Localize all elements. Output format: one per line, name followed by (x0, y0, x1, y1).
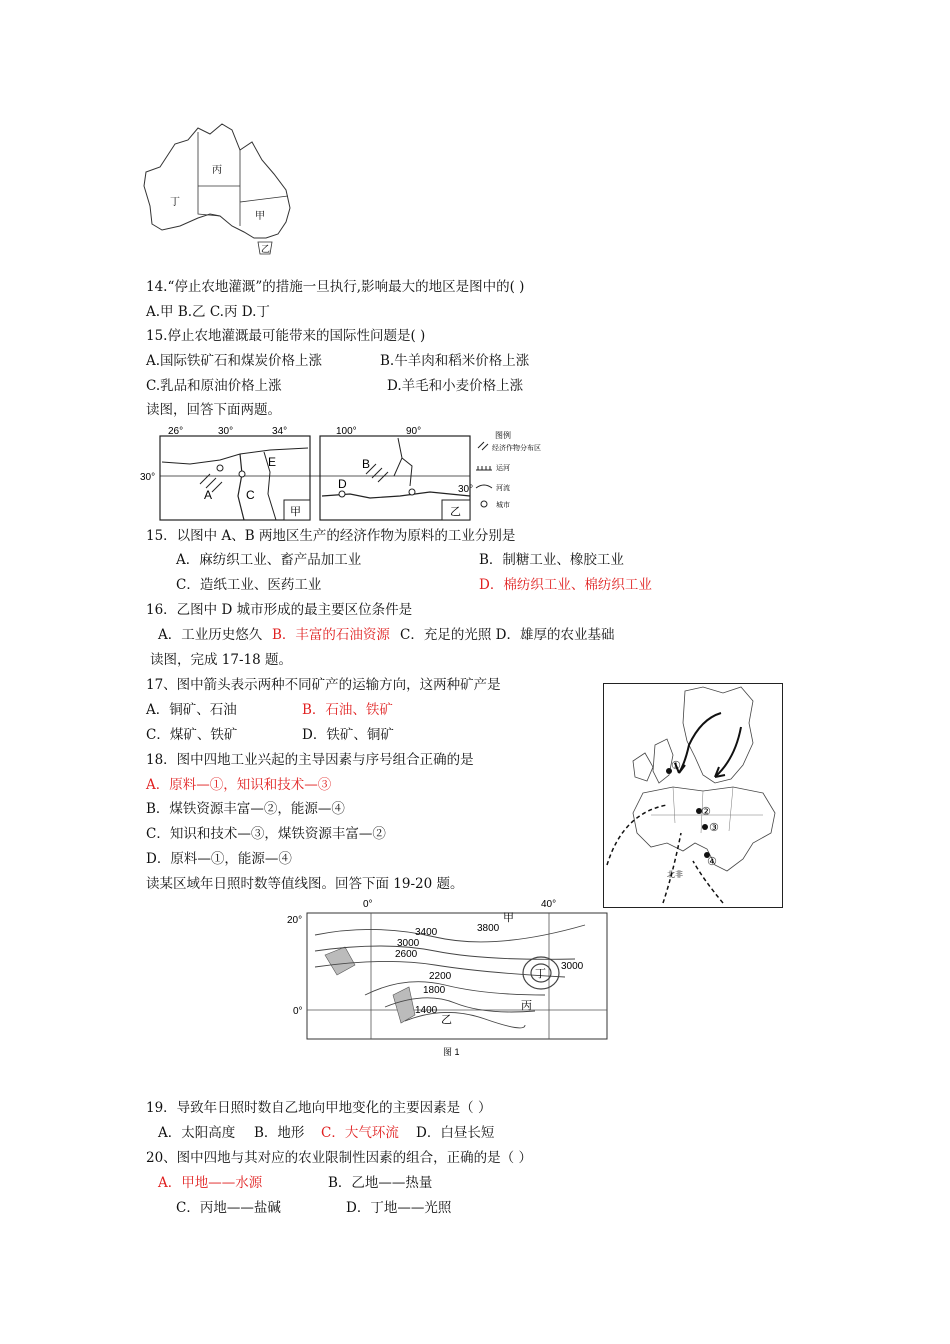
q18-opt-a: A．原料—①，知识和技术—③ (146, 777, 332, 793)
q17-opt-d: D．铁矿、铜矿 (302, 727, 394, 743)
sun-val-3800: 3800 (477, 923, 500, 934)
crop-maps-figure (140, 424, 560, 524)
q18-opt-d: D．原料—①，能源—④ (146, 851, 292, 867)
q19-stem: 19．导致年日照时数自乙地向甲地变化的主要因素是（ ） (146, 1100, 492, 1116)
yi-panel-label: 乙 (450, 506, 461, 518)
au-label-yi: 乙 (261, 244, 271, 254)
sun-label-yi: 乙 (441, 1014, 452, 1026)
q15a-opt-c: C.乳品和原油价格上涨 (146, 378, 282, 394)
intro-read-map: 读图，回答下面两题。 (146, 402, 281, 418)
q19-opt-a: A．太阳高度 (158, 1125, 236, 1141)
europe-mark-2: ② (701, 806, 711, 818)
q15a-opt-d: D.羊毛和小麦价格上涨 (387, 378, 524, 394)
legend-river: 河流 (496, 485, 510, 492)
q15a-opt-a: A.国际铁矿石和煤炭价格上涨 (146, 353, 323, 369)
jia-lon-26: 26° (168, 426, 184, 437)
yi-lat-30: 30° (458, 484, 474, 495)
sunshine-isoline-map (285, 895, 615, 1060)
q18-opt-b: B．煤铁资源丰富—②，能源—④ (146, 801, 345, 817)
au-label-bing: 丙 (212, 165, 222, 176)
sun-val-3000: 3000 (397, 938, 420, 949)
q16-opt-cd: C．充足的光照 D．雄厚的农业基础 (400, 627, 615, 643)
q15b-opt-b: B．制糖工业、橡胶工业 (479, 552, 624, 568)
q14-stem: 14.“停止农地灌溉”的措施一旦执行,影响最大的地区是图中的( ) (146, 279, 525, 295)
europe-north-africa: 北非 (667, 870, 683, 879)
q19-opt-b: B．地形 (254, 1125, 305, 1141)
sun-val-3000-east: 3000 (561, 961, 584, 972)
q15b-stem: 15．以图中 A、B 两地区生产的经济作物为原料的工业分别是 (146, 528, 516, 544)
legend-canal: 运河 (496, 465, 510, 472)
q20-opt-b: B．乙地——热量 (328, 1175, 433, 1191)
intro-17-18: 读图，完成 17-18 题。 (150, 652, 293, 668)
sun-lat-0: 0° (293, 1006, 303, 1017)
q17-opt-a: A．铜矿、石油 (146, 702, 237, 718)
europe-map (603, 683, 783, 908)
q19-opt-c: C．大气环流 (321, 1125, 399, 1141)
sun-lon-40: 40° (541, 899, 557, 910)
q20-opt-d: D．丁地——光照 (346, 1200, 452, 1216)
sun-val-2200: 2200 (429, 971, 452, 982)
q15a-stem: 15.停止农地灌溉最可能带来的国际性问题是( ) (146, 328, 426, 344)
legend-title: 图例 (495, 431, 511, 440)
q14-options: A.甲 B.乙 C.丙 D.丁 (146, 304, 270, 320)
q15a-opt-b: B.牛羊肉和稻米价格上涨 (380, 353, 530, 369)
sun-val-2600: 2600 (395, 949, 418, 960)
q17-opt-c: C．煤矿、铁矿 (146, 727, 238, 743)
q20-stem: 20、图中四地与其对应的农业限制性因素的组合，正确的是（ ） (146, 1150, 532, 1166)
q20-opt-c: C．丙地——盐碱 (176, 1200, 281, 1216)
jia-label-c: C (246, 488, 255, 502)
sun-label-jia: 甲 (503, 912, 514, 924)
europe-mark-1: ① (671, 760, 681, 772)
legend-city: 城市 (496, 502, 510, 509)
jia-panel-label: 甲 (290, 506, 301, 518)
sun-val-1400: 1400 (415, 1005, 438, 1016)
q18-stem: 18．图中四地工业兴起的主导因素与序号组合正确的是 (146, 752, 474, 768)
sun-lon-0: 0° (363, 899, 373, 910)
sun-label-ding: 丁 (535, 968, 546, 980)
europe-mark-4: ④ (707, 856, 717, 868)
au-label-ding: 丁 (170, 197, 180, 208)
sun-caption: 图 1 (443, 1047, 460, 1057)
sun-lat-20: 20° (287, 915, 303, 926)
jia-lon-30: 30° (218, 426, 234, 437)
sun-label-bing: 丙 (521, 1000, 532, 1012)
q15b-opt-c: C．造纸工业、医药工业 (176, 577, 322, 593)
q15b-opt-d: D．棉纺织工业、棉纺织工业 (479, 577, 652, 593)
au-label-jia: 甲 (255, 211, 265, 222)
q15b-opt-a: A．麻纺织工业、畜产品加工业 (176, 552, 362, 568)
intro-19-20: 读某区域年日照时数等值线图。回答下面 19-20 题。 (146, 876, 464, 892)
yi-label-d: D (338, 477, 347, 491)
jia-lon-34: 34° (272, 426, 288, 437)
europe-mark-3: ③ (709, 822, 719, 834)
legend-crop: 经济作物分布区 (492, 445, 541, 452)
yi-lon-90: 90° (406, 426, 422, 437)
q17-opt-b: B．石油、铁矿 (302, 702, 393, 718)
q20-opt-a: A．甲地——水源 (158, 1175, 263, 1191)
australia-map (140, 122, 295, 262)
sun-val-1800: 1800 (423, 985, 446, 996)
q16-opt-b: B．丰富的石油资源 (272, 627, 390, 643)
q16-opt-a: A．工业历史悠久 (158, 627, 263, 643)
yi-lon-100: 100° (336, 426, 357, 437)
jia-label-e: E (268, 455, 277, 469)
q19-opt-d: D．白昼长短 (416, 1125, 495, 1141)
yi-label-b: B (362, 457, 371, 471)
sun-val-3400: 3400 (415, 927, 438, 938)
jia-label-a: A (204, 488, 213, 502)
q17-stem: 17、图中箭头表示两种不同矿产的运输方向，这两种矿产是 (146, 677, 501, 693)
jia-lat-30: 30° (140, 472, 156, 483)
q16-stem: 16．乙图中 D 城市形成的最主要区位条件是 (146, 602, 413, 618)
q18-opt-c: C．知识和技术—③，煤铁资源丰富—② (146, 826, 386, 842)
